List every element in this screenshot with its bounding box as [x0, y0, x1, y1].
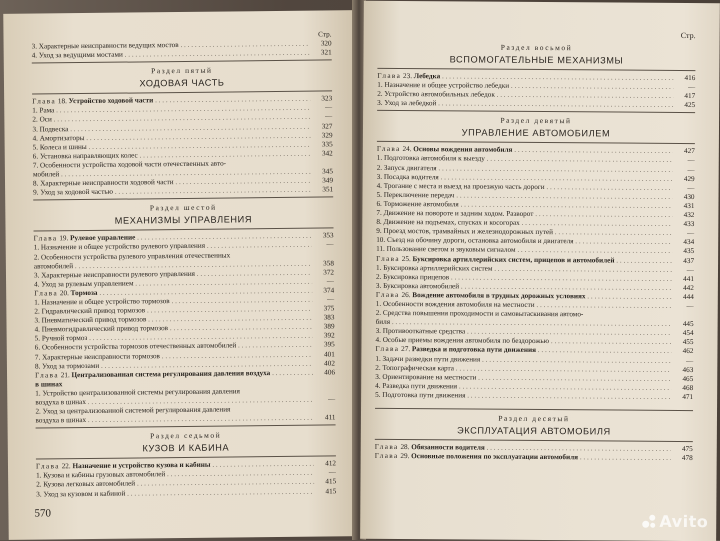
- toc-entry: 1. Рама . . . —: [32, 104, 332, 116]
- toc-entry: 7. Особенности устройства ходовой части отечественных авто-: [32, 159, 227, 170]
- toc-entry: 8. Уход за тормозами . . . 402: [35, 359, 335, 371]
- col-header: Стр.: [318, 30, 332, 39]
- chapter-label: Глава: [34, 371, 59, 380]
- chapter-title-cont: в шинах: [35, 380, 63, 389]
- chapter-number: 22.: [61, 462, 71, 471]
- toc-entry: 3. Уход за лебедкой . . . 425: [377, 99, 695, 110]
- chapter-label: Глава: [34, 289, 59, 298]
- toc-entry: 1. Кузова и кабины грузовых автомобилей . . . —: [36, 469, 336, 481]
- avito-logo-icon: [642, 515, 656, 529]
- chapter-number: 19.: [59, 234, 69, 243]
- toc-entry: 10. Съезд на обочину дороги, остановка автомобиля и двигателя . . . 434: [376, 236, 694, 247]
- toc-entry: 2. Запуск двигателя . . . —: [377, 163, 695, 174]
- chapter-number: 28.: [400, 443, 410, 452]
- section-label: Раздел пятый: [151, 65, 213, 76]
- toc-entry: 4. Пневмогидравлический привод тормозов . . . 389: [35, 323, 335, 335]
- chapter-page: 444: [683, 292, 694, 301]
- toc-entry: воздуха в шинах . . . 411: [35, 414, 335, 426]
- toc-entry: 3. Уход за кузовом и кабиной . . . 415: [36, 487, 336, 499]
- avito-watermark: Avito: [642, 512, 708, 531]
- toc-entry: 2. Средства повышения проходимости и самовытаскивания автомо-: [375, 308, 584, 319]
- divider: [377, 68, 695, 71]
- right-toc: [374, 30, 696, 463]
- toc-entry: 7. Движение на повороте и задним ходом. Разворот . . . 432: [376, 209, 694, 220]
- divider: [375, 439, 693, 442]
- chapter-page: 478: [681, 454, 693, 463]
- toc-entry: мобилей . . . 345: [33, 167, 333, 179]
- toc-entry: 1. Устройство централизованной системы регулирования давления: [35, 387, 240, 398]
- toc-entry: 2. Кузова легковых автомобилей . . . 415: [36, 478, 336, 490]
- toc-entry: 3. Подвеска . . . 327: [32, 122, 332, 134]
- chapter-title: Рулевое управление: [70, 233, 136, 243]
- chapter-label: Глава: [376, 254, 401, 263]
- toc-entry: 4. Трогание с места и выезд на проезжую часть дороги . . . —: [377, 182, 695, 193]
- toc-entry: 7. Характерные неисправности тормозов . . . 401: [35, 350, 335, 362]
- toc-entry: 1. Назначение и общее устройство тормозов . . . —: [34, 295, 334, 307]
- chapter-page: 412: [325, 459, 337, 468]
- toc-entry: 4. Уход за ведущими мостами . . . 321: [32, 49, 332, 61]
- toc-entry: 6. Установка направляющих колес . . . 342: [33, 149, 333, 161]
- chapter-page: 374: [323, 286, 335, 295]
- divider: [375, 408, 693, 411]
- toc-entry: 2. Буксировка прицепов . . . 441: [376, 273, 694, 284]
- toc-entry: 2. Особенности устройства рулевого управления отечественных: [33, 250, 231, 262]
- chapter-label: Глава: [374, 451, 399, 461]
- toc-entry: 2. Топографическая карта . . . 463: [375, 363, 693, 374]
- toc-entry: 9. Проезд мостов, трамвайных и железнодорожных путей . . . —: [376, 227, 694, 238]
- toc-entry: биля . . . 445: [376, 318, 694, 329]
- right-page: [360, 1, 720, 541]
- toc-entry: 1. Назначение и общее устройство рулевого управления . . . —: [34, 241, 334, 253]
- chapter-page: 462: [682, 347, 694, 356]
- toc-entry: 4. Особые приемы вождения автомобиля по бездорожью . . . 455: [375, 336, 693, 347]
- toc-entry: 1. Назначение и общее устройство лебедки . . . —: [377, 81, 695, 92]
- chapter-title: Основные положения по эксплуатации автомобиля: [411, 452, 579, 462]
- section-heading: ЭКСПЛУАТАЦИЯ АВТОМОБИЛЯ: [457, 425, 611, 437]
- toc-entry: 11. Пользование светом и звуковым сигналом . . . 435: [376, 245, 694, 256]
- section-label: Раздел седьмой: [150, 430, 222, 441]
- page-number: 570: [34, 507, 52, 520]
- toc-entry: 5. Переключение передач . . . 430: [376, 191, 694, 202]
- chapter-title: Буксировка артиллерийских систем, прицепов и автомобилей: [412, 254, 615, 265]
- toc-entry: 1. Буксировка артиллерийских систем . . . —: [376, 263, 694, 274]
- section-heading: ВСПОМОГАТЕЛЬНЫЕ МЕХАНИЗМЫ: [449, 54, 624, 66]
- chapter-label: Глава: [377, 71, 402, 81]
- section-heading: КУЗОВ И КАБИНА: [142, 442, 230, 454]
- toc-entry: 3. Посадка водителя . . . 429: [377, 173, 695, 184]
- toc-entry: 2. Гидравлический привод тормозов . . . 375: [34, 304, 334, 316]
- divider: [377, 141, 695, 144]
- toc-entry: 1. Подготовка автомобиля к выезду . . . —: [377, 154, 695, 165]
- toc-entry: 5. Ручной тормоз . . . 392: [35, 332, 335, 344]
- toc-entry: 4. Уход за рулевым управлением . . . —: [34, 277, 334, 289]
- section-label: Раздел восьмой: [500, 42, 573, 53]
- section-label: Раздел девятый: [500, 116, 572, 126]
- toc-entry: 3. Характерные неисправности ведущих мостов . . . 320: [32, 40, 332, 52]
- chapter-page: 416: [684, 74, 696, 83]
- chapter-page: 437: [683, 256, 695, 265]
- chapter-page: 475: [681, 444, 693, 454]
- chapter-number: 29.: [400, 452, 410, 461]
- toc-entry: 5. Подготовка пути движения . . . 471: [375, 391, 693, 402]
- toc-entry: 6. Торможение автомобиля . . . 431: [376, 200, 694, 211]
- toc-entry: 1. Задачи разведки пути движения . . . —: [375, 354, 693, 365]
- toc-entry: 8. Характерные неисправности ходовой части . . . 349: [33, 177, 333, 189]
- chapter-number: 23.: [403, 72, 413, 81]
- toc-entry: 3. Ориентирование на местности . . . 465: [375, 373, 693, 384]
- section-label: Раздел шестой: [149, 202, 217, 213]
- chapter-title: Основы вождения автомобиля: [413, 145, 513, 155]
- toc-entry: автомобилей . . . 358: [34, 259, 334, 271]
- chapter-label: Глава: [375, 290, 400, 299]
- chapter-label: Глава: [376, 145, 401, 154]
- chapter-label: Глава: [33, 234, 58, 243]
- toc-entry: 3. Противооткатные средства . . . 454: [376, 327, 694, 338]
- chapter-title: Обязанности водителя: [411, 443, 485, 452]
- toc-entry: 2. Оси . . . —: [32, 113, 332, 125]
- chapter-number: 27.: [401, 345, 411, 354]
- chapter-label: Глава: [35, 462, 60, 471]
- toc-entry: воздуха в шинах . . . —: [35, 395, 335, 407]
- section-heading: ХОДОВАЯ ЧАСТЬ: [139, 77, 225, 89]
- toc-entry: 3. Пневматический привод тормозов . . . 383: [34, 314, 334, 326]
- chapter-page: 406: [324, 368, 336, 377]
- toc-entry: 4. Разведка пути движения . . . 468: [375, 382, 693, 393]
- chapter-page: 353: [322, 231, 334, 240]
- chapter-label: Глава: [374, 442, 399, 452]
- chapter-title: Назначение и устройство кузова и кабины: [72, 460, 211, 471]
- left-page: [3, 10, 360, 540]
- chapter-page: 427: [684, 147, 695, 156]
- chapter-title: Централизованная система регулирования давления воздуха: [71, 368, 271, 379]
- toc-entry: 5. Колеса и шины . . . 335: [33, 140, 333, 152]
- chapter-number: 18.: [57, 97, 67, 106]
- left-toc: [31, 30, 336, 499]
- chapter-page: 323: [321, 94, 333, 103]
- section-label: Раздел десятый: [498, 413, 570, 424]
- section-heading: УПРАВЛЕНИЕ АВТОМОБИЛЕМ: [461, 127, 611, 139]
- chapter-label: Глава: [32, 97, 57, 106]
- chapter-title: Разведка и подготовка пути движения: [411, 345, 537, 355]
- chapter-title: Устройство ходовой части: [68, 96, 154, 106]
- toc-entry: 3. Буксировка автомобилей . . . 442: [376, 282, 694, 293]
- toc-entry: 8. Движение на подъемах, спусках и косогорах . . . 433: [376, 218, 694, 229]
- section-heading: МЕХАНИЗМЫ УПРАВЛЕНИЯ: [114, 214, 253, 227]
- col-header: Стр.: [680, 30, 696, 41]
- toc-entry: 2. Уход за централизованной системой регулирования давления: [35, 405, 231, 416]
- divider: [377, 110, 695, 113]
- toc-entry: 2. Устройство автомобильных лебедок . . . 417: [377, 90, 695, 101]
- chapter-number: 20.: [59, 289, 69, 298]
- chapter-label: Глава: [375, 345, 400, 354]
- toc-entry: 3. Характерные неисправности рулевого управления . . . 372: [34, 268, 334, 280]
- toc-entry: 1. Особенности вождения автомобиля на местности . . . —: [376, 300, 694, 311]
- chapter-number: 24.: [402, 145, 412, 154]
- toc-entry: 4. Амортизаторы . . . 329: [33, 131, 333, 143]
- chapter-number: 21.: [60, 370, 70, 379]
- chapter-title: Тормоза: [70, 288, 98, 298]
- chapter-number: 25.: [401, 254, 411, 263]
- toc-entry: 9. Уход за ходовой частью . . . 351: [33, 186, 333, 198]
- chapter-number: 26.: [401, 290, 411, 299]
- chapter-entry: [375, 452, 693, 463]
- toc-entry: 6. Особенности устройства тормозов отечественных автомобилей . . . 395: [35, 341, 335, 353]
- chapter-title: Лебедка: [413, 72, 441, 81]
- chapter-title: Вождение автомобиля в трудных дорожных условиях: [412, 290, 586, 301]
